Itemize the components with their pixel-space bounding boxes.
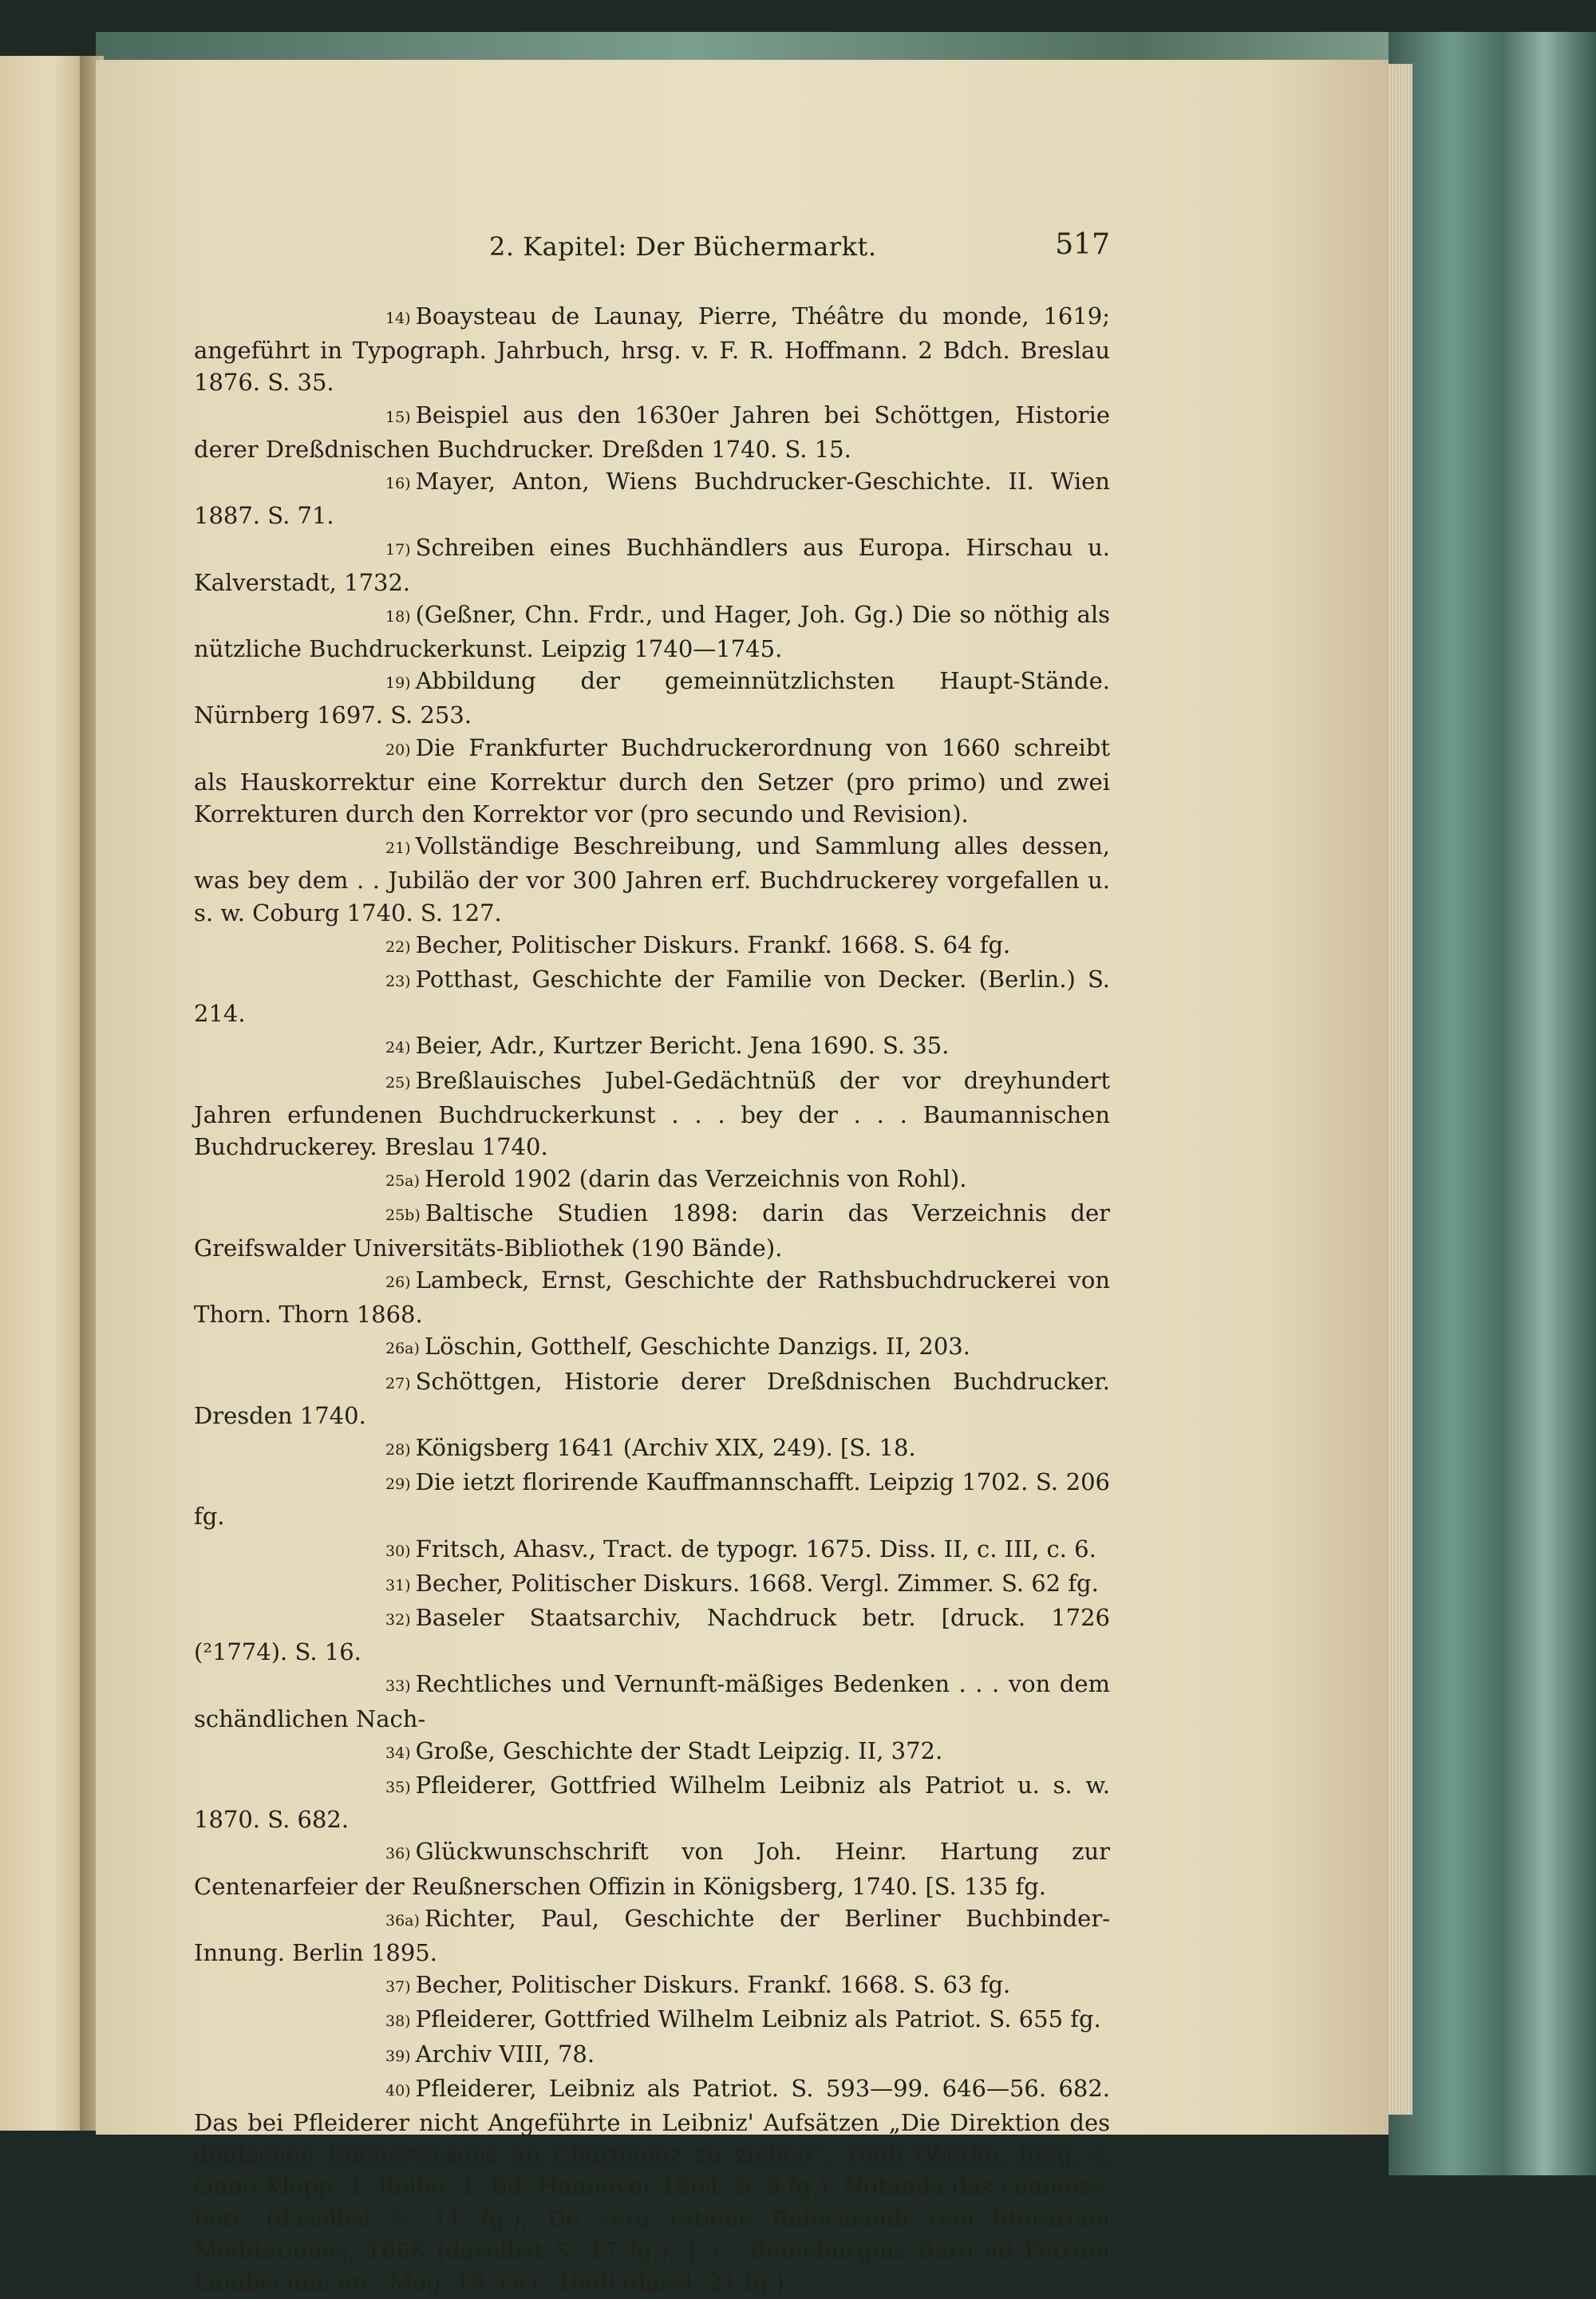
footnote-number: 21) (385, 839, 411, 858)
footnote-entry (194, 1330, 1110, 1365)
footnote-number: 35) (385, 1778, 411, 1796)
footnote-number: 36a) (385, 1911, 420, 1930)
footnote-entry (194, 1365, 1110, 1432)
footnote-entry (194, 1163, 1110, 1197)
footnote-number: 36) (385, 1845, 411, 1863)
footnote-text: Fritsch, Ahasv., Tract. de typogr. 1675. Diss. II, c. III, c. 6. (415, 1535, 1096, 1562)
footnote-text: Mayer, Anton, Wiens Buchdrucker-Geschichte. II. Wien 1887. S. 71. (194, 468, 1110, 530)
footnote-number: 19) (385, 674, 411, 693)
footnote-entry (194, 1567, 1110, 1602)
footnote-number: 28) (385, 1440, 411, 1459)
footnote-text: Abbildung der gemeinnützlichsten Haupt-Stände. Nürnberg 1697. S. 253. (194, 667, 1110, 729)
footnote-number: 29) (385, 1475, 411, 1494)
book-cover-marbled (1389, 32, 1596, 2175)
footnote-text: Baltische Studien 1898: darin das Verzeichnis der Greifswalder Universitäts-Bibliothek (190 Bände). (194, 1199, 1110, 1262)
footnote-text: Becher, Politischer Diskurs. Frankf. 1668. S. 63 fg. (415, 1971, 1011, 1999)
footnote-entry (194, 598, 1110, 665)
footnote-text: Breßlauisches Jubel-Gedächtnüß der vor dreyhundert Jahren erfundenen Buchdruckerkunst . . . bey der . . . Baumannischen Buchdruckerey. Breslau 1740. (194, 1066, 1110, 1161)
footnote-entry (194, 1668, 1110, 1734)
footnote-entry (194, 963, 1110, 1029)
page-number: 517 (1055, 228, 1110, 261)
footnote-entry (194, 300, 1110, 399)
footnote-number: 33) (385, 1677, 411, 1696)
footnote-text: Becher, Politischer Diskurs. Frankf. 1668. S. 64 fg. (415, 930, 1011, 958)
footnote-entry (194, 531, 1110, 598)
footnote-entry (194, 1602, 1110, 1668)
footnote-number: 38) (385, 2013, 411, 2031)
footnote-text: Schöttgen, Historie derer Dreßdnischen Buchdrucker. Dresden 1740. (194, 1367, 1110, 1429)
footnote-number: 23) (385, 973, 411, 991)
footnote-entry (194, 1029, 1110, 1064)
footnote-text: Richter, Paul, Geschichte der Berliner Buchbinder-Innung. Berlin 1895. (194, 1904, 1110, 1966)
footnote-entry (194, 1902, 1110, 1969)
footnote-text: Rechtliches und Vernunft-mäßiges Bedenken . . . von dem schändlichen Nach- (194, 1670, 1110, 1732)
footnote-number: 25b) (385, 1207, 421, 1225)
footnote-number: 25a) (385, 1172, 420, 1191)
footnote-text: Die ietzt florirende Kauffmannschafft. Leipzig 1702. S. 206 fg. (194, 1468, 1110, 1531)
footnote-text: Schreiben eines Buchhändlers aus Europa. Hirschau u. Kalverstadt, 1732. (194, 534, 1110, 596)
footnote-text: Herold 1902 (darin das Verzeichnis von Rohl). (424, 1165, 967, 1193)
footnote-text: (Geßner, Chn. Frdr., und Hager, Joh. Gg.) Die so nöthig als nützliche Buchdruckerkunst. Leipzig 1740—1745. (194, 600, 1110, 663)
footnote-number: 25) (385, 1073, 411, 1092)
footnote-number: 17) (385, 541, 411, 559)
left-page-edge (0, 56, 88, 2131)
footnote-text: Beier, Adr., Kurtzer Bericht. Jena 1690. S. 35. (415, 1032, 950, 1060)
footnote-text: Pfleiderer, Gottfried Wilhelm Leibniz als Patriot. S. 655 fg. (415, 2005, 1101, 2033)
footnote-text: Die Frankfurter Buchdruckerordnung von 1660 schreibt als Hauskorrektur eine Korrektur durch den Setzer (pro primo) und zwei Korrekturen durch den Korrektor vor (pro secundo und Revision). (194, 733, 1110, 828)
footnote-list (194, 300, 1110, 2299)
footnote-text: Potthast, Geschichte der Familie von Decker. (Berlin.) S. 214. (194, 966, 1110, 1028)
footnote-entry (194, 1969, 1110, 2003)
footnote-entry (194, 1466, 1110, 1532)
page-text-block (194, 228, 1110, 2299)
footnote-text: Lambeck, Ernst, Geschichte der Rathsbuchdruckerei von Thorn. Thorn 1868. (194, 1266, 1110, 1329)
footnote-entry (194, 830, 1110, 929)
footnote-number: 30) (385, 1542, 411, 1560)
footnote-entry (194, 465, 1110, 531)
footnote-entry (194, 2003, 1110, 2037)
page-header (194, 228, 1110, 279)
footnote-number: 20) (385, 741, 411, 759)
footnote-number: 27) (385, 1374, 411, 1392)
footnote-number: 15) (385, 408, 411, 426)
footnote-number: 18) (385, 607, 411, 626)
footnote-text: Königsberg 1641 (Archiv XIX, 249). [S. 18. (415, 1433, 916, 1461)
footnote-entry (194, 1735, 1110, 1769)
footnote-entry (194, 1533, 1110, 1567)
footnote-number: 16) (385, 475, 411, 493)
footnote-number: 40) (385, 2081, 411, 2100)
footnote-entry (194, 929, 1110, 963)
footnote-entry (194, 1197, 1110, 1263)
footnote-entry (194, 732, 1110, 831)
footnote-text: Becher, Politischer Diskurs. 1668. Vergl. Zimmer. S. 62 fg. (415, 1569, 1099, 1597)
footnote-entry (194, 1065, 1110, 1163)
footnote-number: 14) (385, 310, 411, 327)
footnote-text: Pfleiderer, Gottfried Wilhelm Leibniz als Patriot u. s. w. 1870. S. 682. (194, 1771, 1110, 1834)
footnote-text: Glückwunschschrift von Joh. Heinr. Hartung zur Centenarfeier der Reußnerschen Offizin in Königsberg, 1740. [S. 135 fg. (194, 1838, 1110, 1900)
footnote-number: 31) (385, 1576, 411, 1594)
footnote-number: 32) (385, 1610, 411, 1629)
footnote-number: 26a) (385, 1340, 420, 1358)
running-head: 2. Kapitel: Der Büchermarkt. (489, 231, 877, 262)
footnote-number: 24) (385, 1039, 411, 1057)
footnote-entry (194, 1432, 1110, 1466)
footnote-entry (194, 2038, 1110, 2072)
footnote-entry (194, 1769, 1110, 1835)
footnote-entry (194, 665, 1110, 731)
footnote-entry (194, 399, 1110, 465)
footnote-text: Boaysteau de Launay, Pierre, Théâtre du monde, 1619; angeführt in Typograph. Jahrbuch, hrsg. v. F. R. Hoffmann. 2 Bdch. Breslau 1876. S. 35. (194, 302, 1110, 397)
footnote-text: Große, Geschichte der Stadt Leipzig. II, 372. (415, 1736, 943, 1764)
footnote-text: Beispiel aus den 1630er Jahren bei Schöttgen, Historie derer Dreßdnischen Buchdrucker. Dreßden 1740. S. 15. (194, 401, 1110, 463)
footnote-number: 22) (385, 938, 411, 956)
footnote-number: 34) (385, 1744, 411, 1762)
footnote-text: Baseler Staatsarchiv, Nachdruck betr. [druck. 1726 (²1774). S. 16. (194, 1603, 1110, 1666)
footnote-text: Archiv VIII, 78. (415, 2040, 595, 2068)
footnote-entry (194, 1835, 1110, 1902)
footnote-text: Löschin, Gotthelf, Geschichte Danzigs. II, 203. (424, 1333, 970, 1361)
footnote-text: Vollständige Beschreibung, und Sammlung alles dessen, was bey dem . . Jubiläo der vor 300 Jahren erf. Buchdruckerey vorgefallen u. s. w. Coburg 1740. S. 127. (194, 832, 1110, 926)
footnote-entry (194, 2072, 1110, 2299)
footnote-number: 39) (385, 2047, 411, 2065)
footnote-text: Pfleiderer, Leibniz als Patriot. S. 593—99. 646—56. 682. Das bei Pfleiderer nicht Angeführte in Leibniz' Aufsätzen „Die Direktion des deutschen Bücherwesens an Churmainz zu ziehen“, 1668 (Werke, hrsg. v. Onno Klopp, 1. Reihe, 1. Bd. Hannover 1864. S. 9 fg.); Notanda das commiss. betr. (daselbst S. 11 fg.); De vera ratione Reformandi rem literariam Meditationes, 1668 (daselbst S. 17 fg.); J. C. Boineburgius Baro ad Petrum Lambecium etc. Mog. 18. Oct. 1668 (dasel. 21 fg.). (194, 2074, 1110, 2297)
footnote-number: 37) (385, 1978, 411, 1997)
footnote-entry (194, 1264, 1110, 1330)
footnote-number: 26) (385, 1273, 411, 1291)
